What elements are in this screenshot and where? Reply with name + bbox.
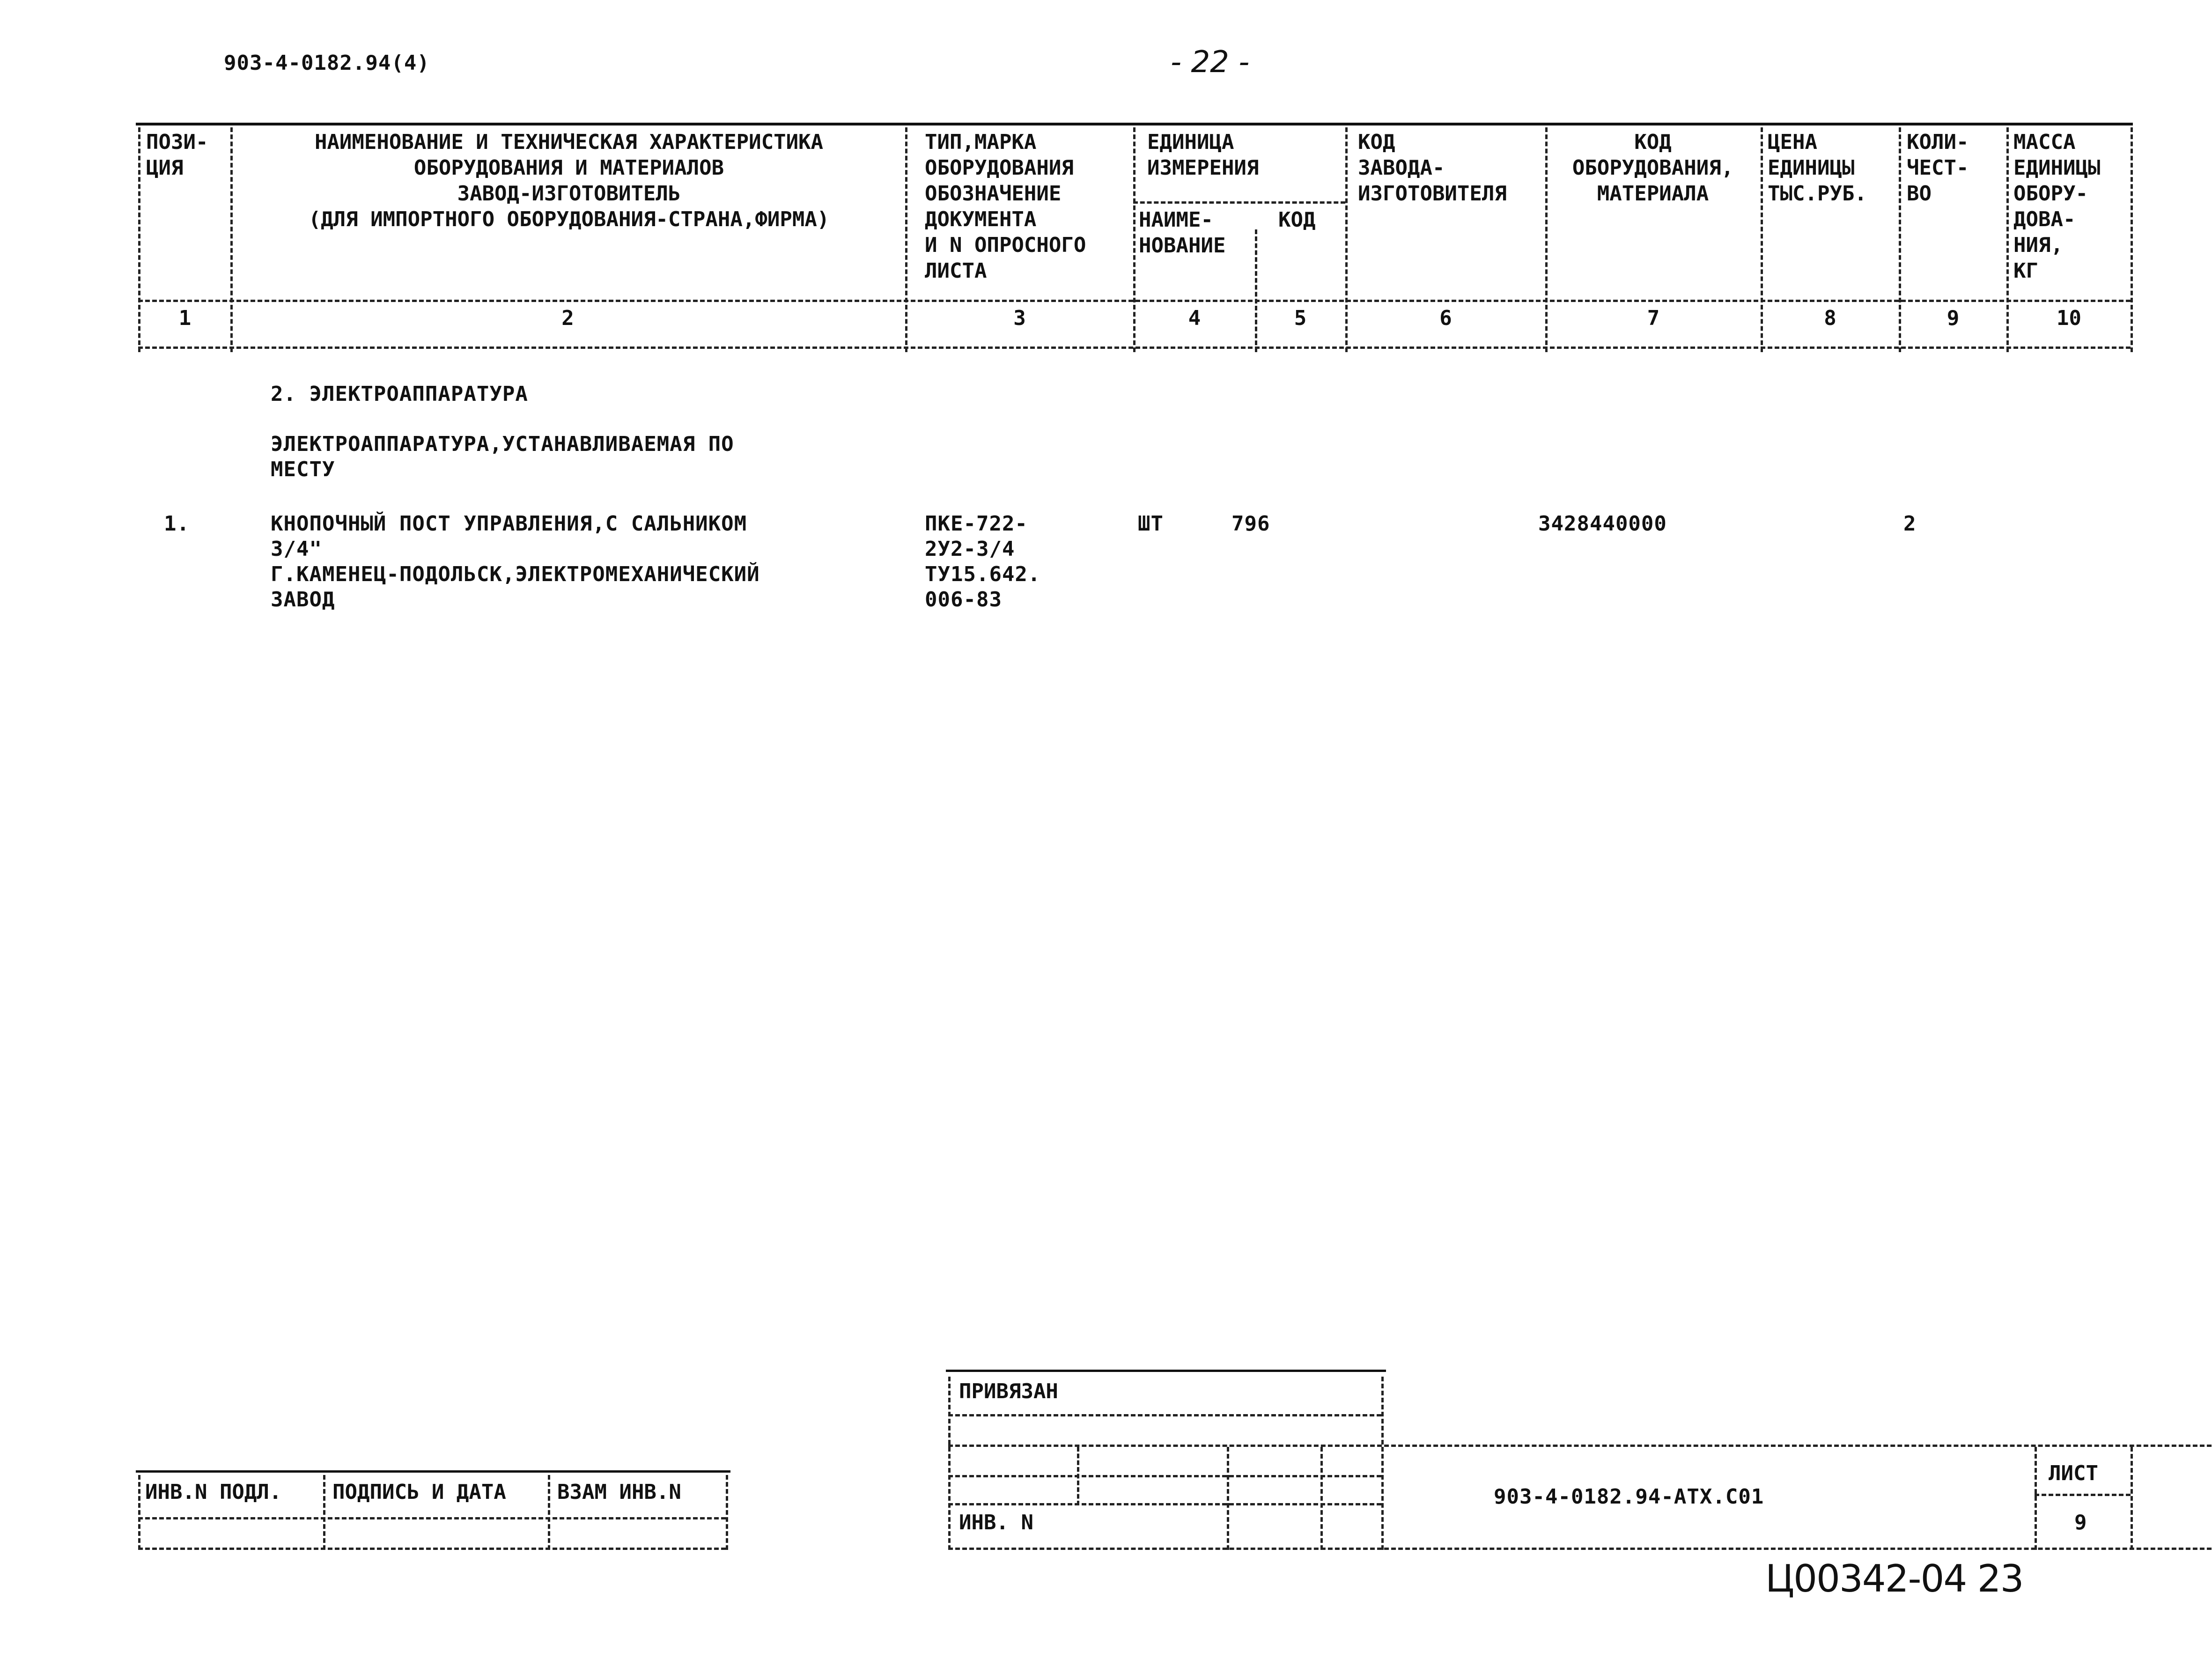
document-code: 903-4-0182.94-АТХ.С01 bbox=[1494, 1485, 1764, 1509]
document-code-top: 903-4-0182.94(4) bbox=[224, 51, 430, 75]
col-header-unit-code: КОД bbox=[1278, 208, 1316, 232]
col-header-unit-group: ЕДИНИЦА ИЗМЕРЕНИЯ bbox=[1147, 130, 1259, 180]
inventory-label-replace: ВЗАМ ИНВ.N bbox=[557, 1480, 681, 1504]
inventory-number-label: ИНВ. N bbox=[959, 1511, 1033, 1534]
sheet-label: ЛИСТ bbox=[2049, 1461, 2098, 1485]
inventory-label-signature: ПОДПИСЬ И ДАТА bbox=[332, 1480, 506, 1504]
col-header-price: ЦЕНА ЕДИНИЦЫ ТЫС.РУБ. bbox=[1768, 130, 1867, 206]
section-title: 2. ЭЛЕКТРОАППАРАТУРА bbox=[271, 382, 528, 406]
row-material-code: 3428440000 bbox=[1538, 512, 1667, 536]
row-type: ПКЕ-722- 2У2-3/4 ТУ15.642. 006-83 bbox=[925, 512, 1041, 612]
col-number-1: 1 bbox=[178, 306, 192, 330]
col-number-2: 2 bbox=[561, 306, 574, 330]
col-number-6: 6 bbox=[1439, 306, 1452, 330]
row-quantity: 2 bbox=[1903, 512, 1917, 536]
row-position: 1. bbox=[164, 512, 190, 536]
page-number: - 22 - bbox=[1171, 45, 1250, 80]
inventory-label-original: ИНВ.N ПОДЛ. bbox=[145, 1480, 282, 1504]
sheet-number: 9 bbox=[2074, 1511, 2087, 1534]
col-header-factory-code: КОД ЗАВОДА- ИЗГОТОВИТЕЛЯ bbox=[1358, 130, 1507, 206]
col-number-7: 7 bbox=[1647, 306, 1660, 330]
handwritten-archive-number: Ц00342-04 23 bbox=[1765, 1557, 2023, 1600]
row-unit-code: 796 bbox=[1231, 512, 1270, 536]
col-header-position: ПОЗИ- ЦИЯ bbox=[146, 130, 208, 180]
col-header-mass: МАССА ЕДИНИЦЫ ОБОРУ- ДОВА- НИЯ, КГ bbox=[2013, 130, 2101, 283]
col-header-material-code: КОД ОБОРУДОВАНИЯ, МАТЕРИАЛА bbox=[1572, 130, 1734, 206]
col-number-9: 9 bbox=[1947, 306, 1960, 330]
subsection-title: ЭЛЕКТРОАППАРАТУРА,УСТАНАВЛИВАЕМАЯ ПО МЕСТУ bbox=[271, 432, 734, 481]
col-header-name: НАИМЕНОВАНИЕ И ТЕХНИЧЕСКАЯ ХАРАКТЕРИСТИКА ОБОРУДОВАНИЯ И МАТЕРИАЛОВ ЗАВОД-ИЗГОТОВИТЕЛЬ (ДЛЯ ИМПОРТНОГО ОБОРУДОВАНИЯ-СТРАНА,ФИРМА) bbox=[308, 130, 830, 231]
col-number-3: 3 bbox=[1013, 306, 1026, 330]
row-unit-name: ШТ bbox=[1138, 512, 1164, 536]
col-header-type: ТИП,МАРКА ОБОРУДОВАНИЯ ОБОЗНАЧЕНИЕ ДОКУМЕНТА И N ОПРОСНОГО ЛИСТА bbox=[925, 130, 1086, 283]
bound-label: ПРИВЯЗАН bbox=[959, 1379, 1058, 1403]
row-name: КНОПОЧНЫЙ ПОСТ УПРАВЛЕНИЯ,С САЛЬНИКОМ 3/4" Г.КАМЕНЕЦ-ПОДОЛЬСК,ЭЛЕКТРОМЕХАНИЧЕСКИЙ ЗАВОД bbox=[271, 512, 760, 612]
col-number-10: 10 bbox=[2057, 306, 2081, 330]
col-number-8: 8 bbox=[1824, 306, 1836, 330]
col-number-5: 5 bbox=[1294, 306, 1307, 330]
col-number-4: 4 bbox=[1188, 306, 1201, 330]
col-header-quantity: КОЛИ- ЧЕСТ- ВО bbox=[1907, 130, 1969, 206]
col-header-unit-name: НАИМЕ- НОВАНИЕ bbox=[1139, 208, 1226, 258]
